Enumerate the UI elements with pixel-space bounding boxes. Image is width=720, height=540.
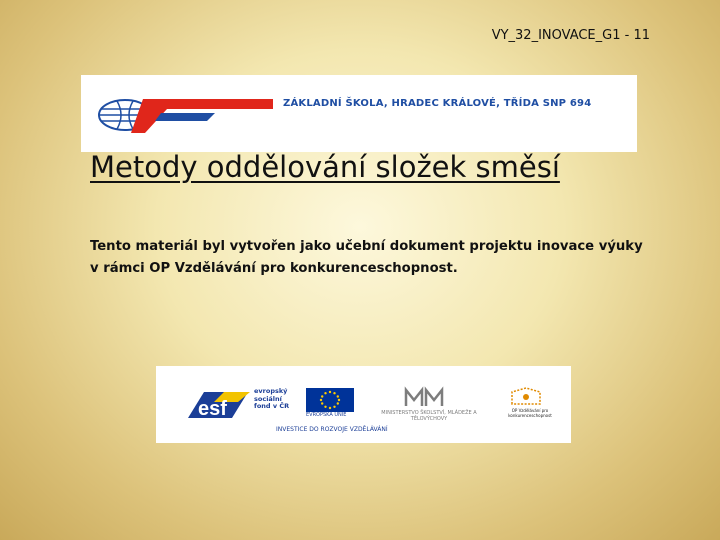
msmt-text: MINISTERSTVO ŠKOLSTVÍ, MLÁDEŽE A TĚLOVÝCHOVY [381, 410, 477, 422]
eu-logos-banner [156, 366, 571, 443]
msmt-logo-icon [404, 386, 444, 408]
esf-text: evropský sociální fond v ČR [254, 387, 290, 410]
description: Tento materiál byl vytvořen jako učební dokument projektu inovace výuky v rámci OP Vzdělávání pro konkurenceschopnost. [90, 239, 643, 276]
school-emblem-icon [95, 95, 275, 135]
eu-flag-icon [306, 388, 354, 412]
page-title: Metody oddělování složek směsí [90, 150, 560, 184]
investment-slogan: INVESTICE DO ROZVOJE VZDĚLÁVÁNÍ [276, 426, 388, 433]
eu-text: EVROPSKÁ UNIE [306, 412, 347, 418]
document-code: VY_32_INOVACE_G1 - 11 [491, 28, 650, 43]
school-name: ZÁKLADNÍ ŠKOLA, HRADEC KRÁLOVÉ, TŘÍDA SNP 694 [283, 98, 592, 109]
school-logo [81, 75, 637, 152]
esf-letters: esf [198, 398, 227, 420]
esf-logo-icon [184, 388, 252, 422]
op-text: OP Vzdělávání pro konkurenceschopnost [508, 408, 552, 418]
op-logo-icon [508, 386, 544, 406]
